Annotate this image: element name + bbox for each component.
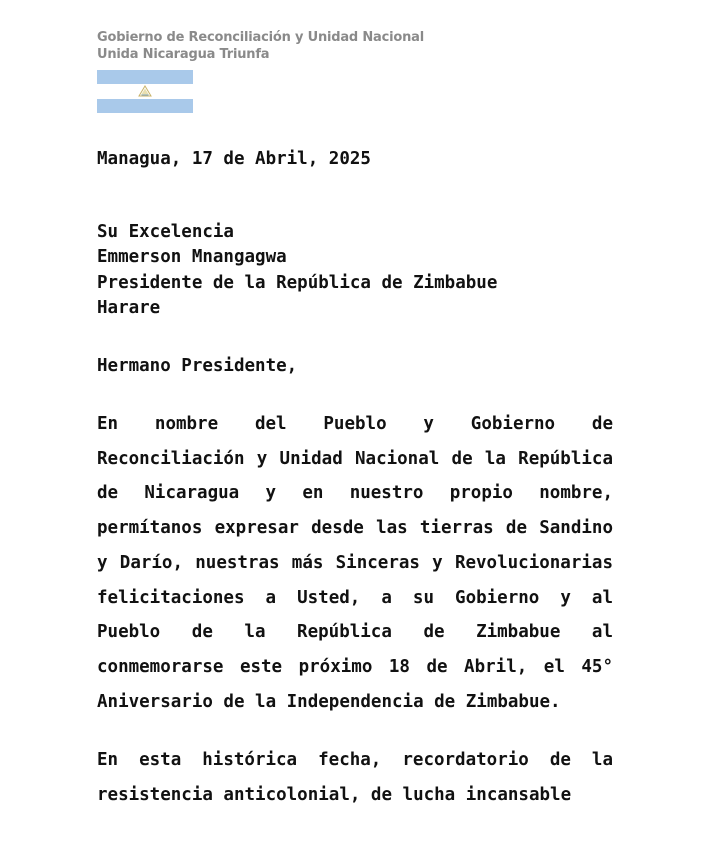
letter-salutation: Hermano Presidente, [97,356,298,376]
letterhead-slogan: Unida Nicaragua Triunfa [97,47,270,62]
recipient-honorific: Su Excelencia [97,222,234,242]
letter-paragraph-2: En esta histórica fecha, recordatorio de la resistencia anticolonial, de lucha incansable [97,750,613,805]
recipient-block [97,220,497,321]
flag-top-band [97,70,193,84]
letterhead [97,29,424,63]
flag-emblem-icon [137,84,153,99]
letter-paragraph-1: En nombre del Pueblo y Gobierno de Reconciliación y Unidad Nacional de la República de Nicaragua y en nuestro propio nombre, permítanos expresar desde las tierras de Sandino y Darío, nuestras más Sinceras y Revolucionarias felicitaciones a Usted, a su Gobierno y al Pueblo de la República de Zimbabue al conmemorarse este próximo 18 de Abril, el 45° Aniversario de la Independencia de Zimbabue. [97,414,613,712]
recipient-city: Harare [97,297,161,318]
nicaragua-flag-icon [97,70,193,113]
letter-date: Managua, 17 de Abril, 2025 [97,149,371,169]
letterhead-government-name: Gobierno de Reconciliación y Unidad Nacional [97,30,424,45]
flag-bottom-band [97,99,193,113]
recipient-title: Presidente de la República de Zimbabue [97,272,498,293]
recipient-name: Emmerson Mnangagwa [97,247,287,268]
